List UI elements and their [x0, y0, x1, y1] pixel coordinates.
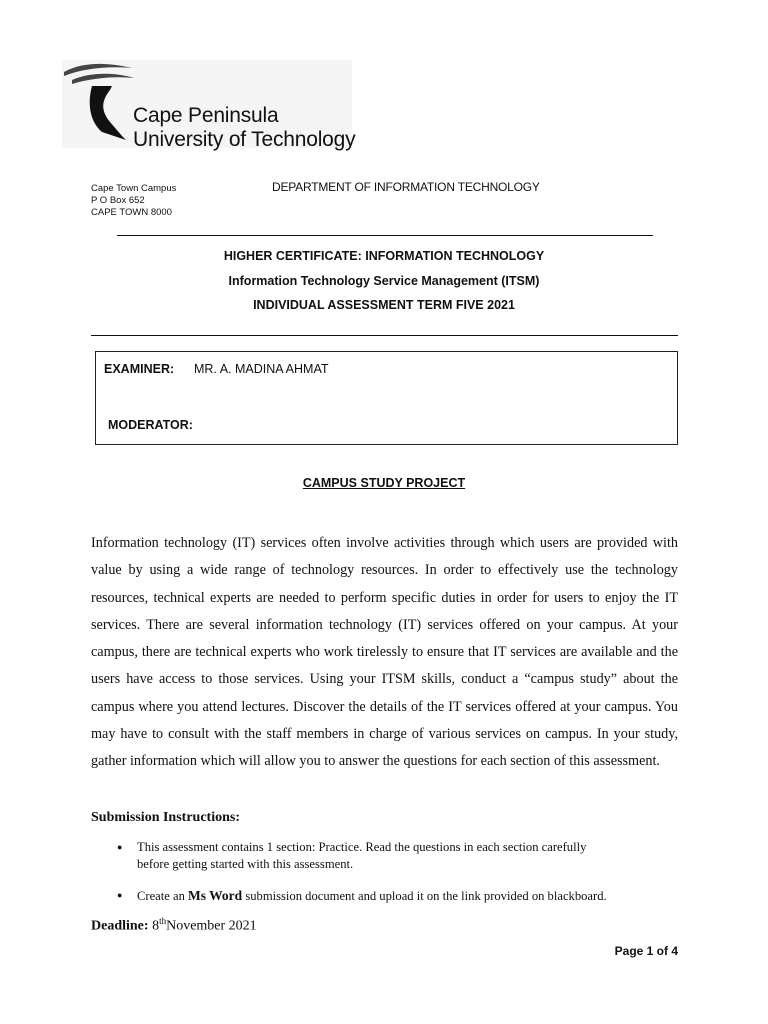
examiner-value: MR. A. MADINA AHMAT — [194, 362, 329, 376]
intro-paragraph: Information technology (IT) services often involve activities through which users are provided with value by using a wide range of technology resources. In order to effectively use the technology resources, technical experts are needed to perform specific duties in order for users to enjoy the IT services. There are several information technology (IT) services offered on your campus. At your campus, there are technical experts who work tirelessly to ensure that IT services are available and the users have access to those services. Using your ITSM skills, conduct a “campus study” about the campus where you attend lectures. Discover the details of the IT services offered at your campus. You may have to consult with the staff members in charge of various services on campus. In your study, gather information which will allow you to answer the questions for each section of this assessment. — [91, 535, 678, 770]
examiner-label: EXAMINER: — [104, 362, 175, 376]
deadline — [91, 916, 257, 935]
address-line-2: P O Box 652 — [91, 195, 145, 206]
instruction-1-line-2: before getting started with this assessment. — [137, 857, 354, 871]
title-divider — [91, 335, 678, 336]
ms-word-emphasis: Ms Word — [188, 888, 243, 903]
deadline-label: Deadline: — [91, 918, 149, 934]
instruction-1-line-1: This assessment contains 1 section: Practice. Read the questions in each section carefully — [137, 840, 587, 854]
address-line-1: Cape Town Campus — [91, 183, 177, 194]
title-assessment: INDIVIDUAL ASSESSMENT TERM FIVE 2021 — [253, 298, 515, 312]
instruction-2: Create an Ms Word submission document and upload it on the link provided on blackboard. — [137, 888, 607, 903]
university-logo-icon — [62, 60, 142, 150]
department-name: DEPARTMENT OF INFORMATION TECHNOLOGY — [272, 180, 540, 194]
deadline-rest: November 2021 — [166, 918, 257, 934]
deadline-day: 8 — [152, 918, 160, 934]
logo-line-2: University of Technology — [133, 128, 356, 151]
bullet-icon: ● — [117, 842, 123, 852]
submission-heading: Submission Instructions: — [91, 810, 240, 825]
deadline-suffix: th — [159, 916, 167, 926]
logo-line-1: Cape Peninsula — [133, 104, 279, 127]
project-title: CAMPUS STUDY PROJECT — [302, 476, 466, 490]
title-course: Information Technology Service Management (ITSM) — [228, 274, 540, 288]
page-number: Page 1 of 4 — [614, 944, 678, 958]
bullet-icon: ● — [117, 890, 123, 900]
title-certificate: HIGHER CERTIFICATE: INFORMATION TECHNOLOGY — [223, 249, 545, 263]
header-divider — [117, 235, 653, 236]
address-line-3: CAPE TOWN 8000 — [91, 207, 172, 218]
moderator-label: MODERATOR: — [108, 418, 193, 432]
